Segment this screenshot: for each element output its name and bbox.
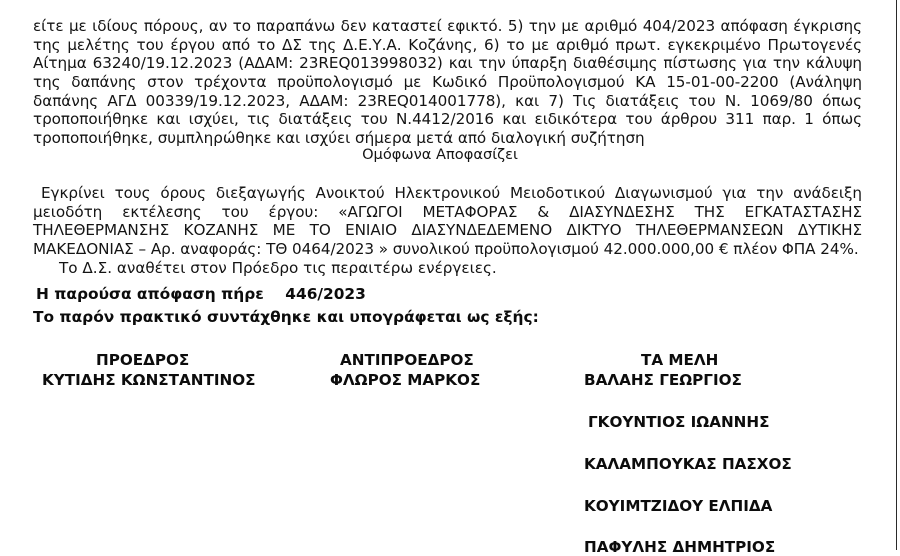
decision-number-line: Η παρούσα απόφαση πήρε 446/2023 bbox=[36, 285, 366, 303]
signature-name-member: ΚΟΥΙΜΤΖΙΔΟΥ ΕΛΠΙΔΑ bbox=[584, 497, 773, 515]
minutes-signature-line: Το παρόν πρακτικό συντάχθηκε και υπογράφεται ως εξής: bbox=[33, 308, 539, 326]
decision-heading: Ομόφωνα Αποφασίζει bbox=[362, 146, 518, 163]
signature-role-members: ΤΑ ΜΕΛΗ bbox=[641, 351, 719, 369]
decision-paragraph: Εγκρίνει τους όρους διεξαγωγής Ανοικτού Ηλεκτρονικού Μειοδοτικού Διαγωνισμού για την ανάδειξη μειοδότη εκτέλεσης του έργου: «ΑΓΩΓΟΙ ΜΕΤΑΦΟΡΑΣ & ΔΙΑΣΥΝΔΕΣΗΣ ΤΗΣ ΕΓΚΑΤΑΣΤΑΣΗΣ ΤΗΛΕΘΕΡΜΑΝΣΗΣ ΚΟΖΑΝΗΣ ΜΕ ΤΟ ΕΝΙΑΙΟ ΔΙΑΣΥΝΔΕΔΕΜΕΝΟ ΔΙΚΤΥΟ ΤΗΛΕΘΕΡΜΑΝΣΕΩΝ ΔΥΤΙΚΗΣ ΜΑΚΕΔΟΝΙΑΣ – Αρ. αναφοράς: ΤΘ 0464/2023 » συνολικού προϋπολογισμού 42.000.000,00 € πλέον ΦΠΑ 24%. bbox=[33, 184, 862, 258]
signature-name-president: ΚΥΤΙΔΗΣ ΚΩΝΣΤΑΝΤΙΝΟΣ bbox=[42, 371, 256, 389]
signature-name-vice-president: ΦΛΩΡΟΣ ΜΑΡΚΟΣ bbox=[330, 371, 481, 389]
page-right-rule bbox=[896, 0, 897, 550]
signature-name-member: ΓΚΟΥΝΤΙΟΣ ΙΩΑΝΝΗΣ bbox=[588, 413, 770, 431]
signature-role-vice-president: ΑΝΤΙΠΡΟΕΔΡΟΣ bbox=[340, 351, 474, 369]
signature-name-member: ΒΑΛΑΗΣ ΓΕΩΡΓΙΟΣ bbox=[584, 371, 742, 389]
signature-name-member: ΠΑΦΥΛΗΣ ΔΗΜΗΤΡΙΟΣ bbox=[584, 538, 776, 556]
signature-name-member: ΚΑΛΑΜΠΟΥΚΑΣ ΠΑΣΧΟΣ bbox=[584, 455, 792, 473]
assignment-paragraph: Το Δ.Σ. αναθέτει στον Πρόεδρο τις περαιτέρω ενέργειες. bbox=[59, 259, 497, 278]
signature-role-president: ΠΡΟΕΔΡΟΣ bbox=[96, 351, 190, 369]
continued-paragraph: είτε με ιδίους πόρους, αν το παραπάνω δεν καταστεί εφικτό. 5) την με αριθμό 404/2023 απόφαση έγκρισης της μελέτης του έργου από το ΔΣ της Δ.Ε.Υ.Α. Κοζάνης, 6) το με αριθμό πρωτ. εγκεκριμένο Πρωτογενές Αίτημα 63240/19.12.2023 (ΑΔΑΜ: 23REQ013998032) και την ύπαρξη διαθέσιμης πίστωσης για την κάλυψη της δαπάνης στον τρέχοντα προϋπολογισμό με Κωδικό Προϋπολογισμού ΚΑ 15-01-00-2200 (Ανάληψη δαπάνης ΑΓΔ 00339/19.12.2023, ΑΔΑΜ: 23REQ014001778), και 7) Τις διατάξεις του Ν. 1069/80 όπως τροποποιήθηκε και ισχύει, τις διατάξεις του Ν.4412/2016 και ειδικότερα του άρθρου 311 παρ. 1 όπως τροποποιήθηκε, συμπληρώθηκε και ισχύει σήμερα μετά από διαλογική συζήτηση bbox=[33, 17, 862, 147]
